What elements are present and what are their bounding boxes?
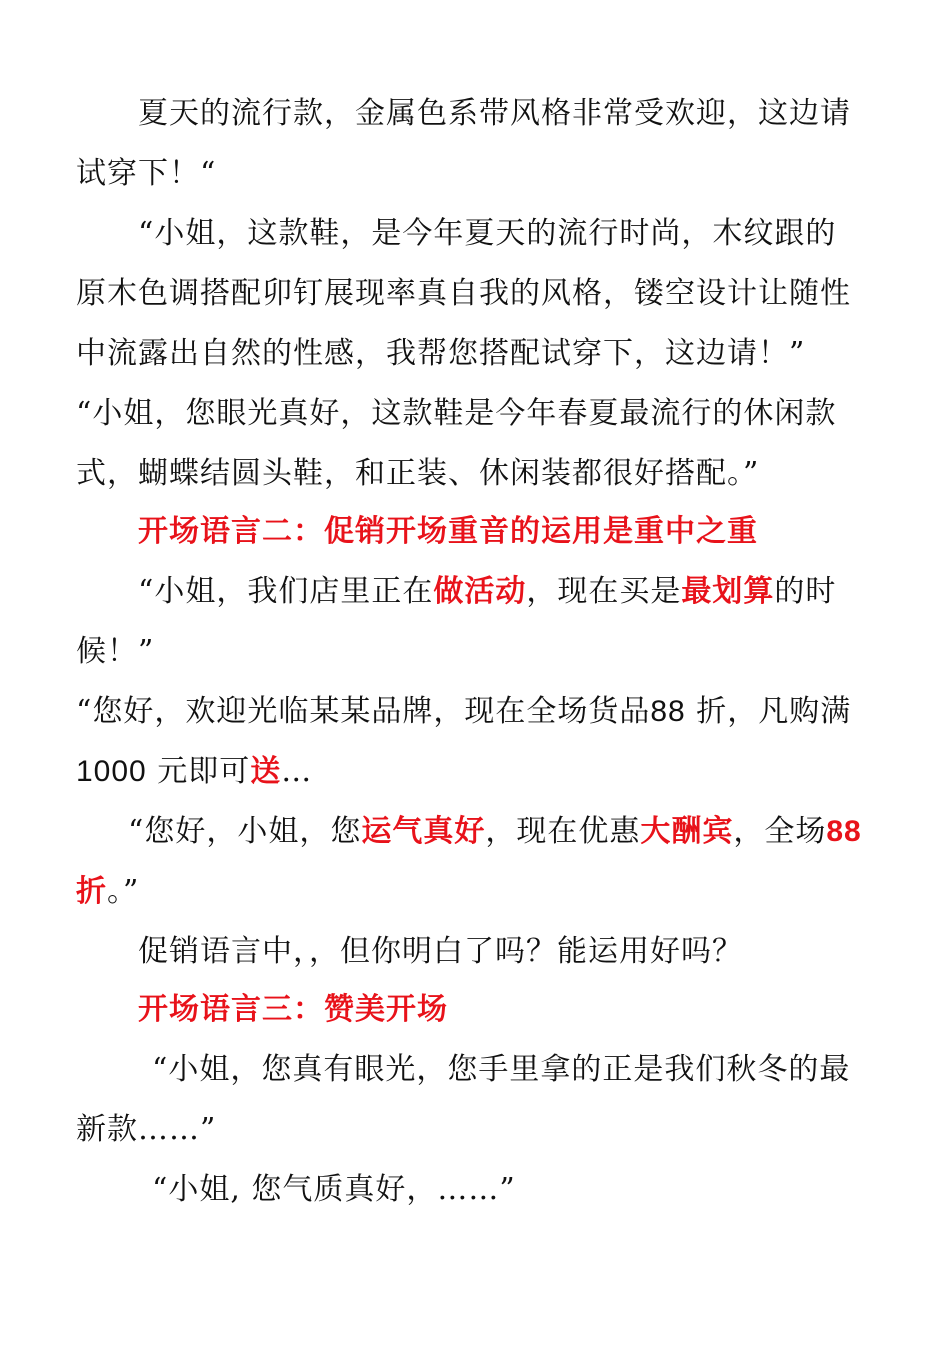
section-heading-2: 开场语言二：促销开场重音的运用是重中之重 (138, 514, 758, 549)
paragraph-line (76, 752, 312, 792)
text-run: … (281, 754, 313, 789)
paragraph-line: 候！” (76, 634, 155, 669)
paragraph-line (76, 872, 139, 912)
emphasis-number: 88 (826, 815, 862, 848)
text-run: “您好，欢迎光临某某品牌，现在全场货品 (76, 694, 651, 729)
text-run: ，现在优惠 (485, 814, 641, 849)
text-run: 元即可 (157, 754, 251, 789)
paragraph-line (128, 812, 862, 852)
paragraph-line: “小姐，您眼光真好，这款鞋是今年春夏最流行的休闲款 (76, 396, 837, 431)
number-text: 88 (650, 695, 686, 728)
emphasis-text: 运气真好 (361, 814, 486, 849)
paragraph-line: 中流露出自然的性感，我帮您搭配试穿下，这边请！” (76, 336, 806, 371)
emphasis-text: 大酬宾 (640, 814, 734, 849)
number-text: 1000 (76, 755, 147, 788)
paragraph-line: 新款……” (76, 1112, 217, 1147)
paragraph-line (76, 692, 851, 732)
paragraph-line: 试穿下！“ (76, 156, 217, 191)
text-run: “您好，小姐，您 (128, 814, 362, 849)
text-run: 。” (107, 874, 140, 909)
paragraph-line: 夏天的流行款，金属色系带风格非常受欢迎，这边请 (138, 96, 851, 131)
emphasis-text: 做活动 (433, 574, 527, 609)
text-run: ，现在买是 (526, 574, 682, 609)
text-run: 的时 (774, 574, 837, 609)
paragraph-line: “小姐，您真有眼光，您手里拿的正是我们秋冬的最 (152, 1052, 851, 1087)
paragraph-line (138, 572, 836, 612)
emphasis-text: 送 (250, 754, 282, 789)
text-run: 折，凡购满 (696, 694, 852, 729)
paragraph-line: 原木色调搭配卯钉展现率真自我的风格，镂空设计让随性 (76, 276, 851, 311)
paragraph-line: 式，蝴蝶结圆头鞋，和正装、休闲装都很好搭配。” (76, 456, 760, 491)
paragraph-line: “小姐，这款鞋，是今年夏天的流行时尚，木纹跟的 (138, 216, 837, 251)
paragraph-line: “小姐, 您气质真好，……” (152, 1172, 516, 1207)
emphasis-text: 折 (76, 874, 107, 909)
paragraph-line: 促销语言中，，但你明白了吗？能运用好吗？ (138, 934, 743, 969)
emphasis-text: 最划算 (681, 574, 775, 609)
text-run: ，全场 (733, 814, 827, 849)
section-heading-3: 开场语言三：赞美开场 (138, 992, 448, 1027)
text-run: “小姐，我们店里正在 (138, 574, 434, 609)
